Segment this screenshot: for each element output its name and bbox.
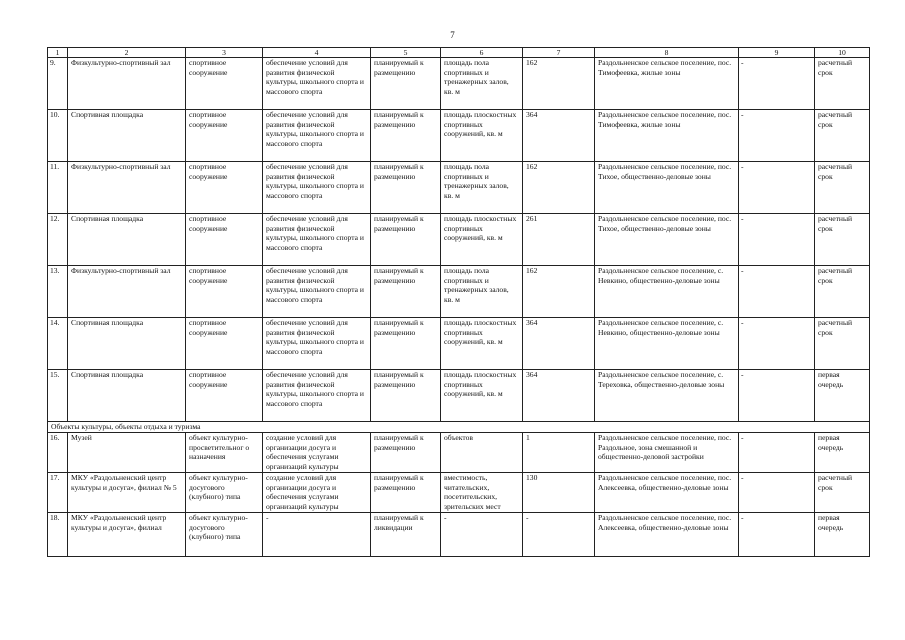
- table-header-row: [48, 48, 870, 58]
- object-location: Раздольненское сельское поселение, с. Невкино, общественно-деловые зоны: [595, 318, 739, 370]
- implementation-term: расчетный срок: [815, 214, 870, 266]
- object-name: Физкультурно-спортивный зал: [68, 162, 186, 214]
- object-type: объект культурно-просветительног о назначения: [186, 433, 263, 473]
- table-row: [48, 318, 870, 370]
- characteristic: вместимость, читательских, посетительских, зрительских мест: [441, 473, 523, 513]
- row-number: 14.: [48, 318, 68, 370]
- implementation-term: расчетный срок: [815, 110, 870, 162]
- table-row: [48, 162, 870, 214]
- object-name: МКУ «Раздольненский центр культуры и досуга», филиал: [68, 513, 186, 557]
- object-location: Раздольненское сельское поселение, пос. Алексеевка, общественно-деловые зоны: [595, 473, 739, 513]
- object-type: объект культурно-досугового (клубного) типа: [186, 513, 263, 557]
- table-row: [48, 513, 870, 557]
- implementation-term: первая очередь: [815, 370, 870, 422]
- object-status: планируемый к размещению: [371, 318, 441, 370]
- row-number: 11.: [48, 162, 68, 214]
- object-name: Спортивная площадка: [68, 370, 186, 422]
- implementation-term: первая очередь: [815, 513, 870, 557]
- table-row: [48, 214, 870, 266]
- object-name: Музей: [68, 433, 186, 473]
- characteristic-value: 1: [523, 433, 595, 473]
- row-number: 10.: [48, 110, 68, 162]
- row-number: 18.: [48, 513, 68, 557]
- characteristic-value: 364: [523, 110, 595, 162]
- object-name: Спортивная площадка: [68, 318, 186, 370]
- row-number: 17.: [48, 473, 68, 513]
- object-name: Спортивная площадка: [68, 214, 186, 266]
- object-location: Раздольненское сельское поселение, пос. Алексеевка, общественно-деловые зоны: [595, 513, 739, 557]
- table-body: [48, 48, 870, 557]
- header-cell: 10: [815, 48, 870, 58]
- header-cell: 2: [68, 48, 186, 58]
- column-9: -: [739, 110, 815, 162]
- characteristic: площадь плоскостных спортивных сооружений, кв. м: [441, 370, 523, 422]
- column-9: -: [739, 58, 815, 110]
- header-cell: 8: [595, 48, 739, 58]
- characteristic-value: 162: [523, 266, 595, 318]
- object-type: спортивное сооружение: [186, 266, 263, 318]
- object-status: планируемый к ликвидации: [371, 513, 441, 557]
- column-9: -: [739, 318, 815, 370]
- table-row: [48, 370, 870, 422]
- header-cell: 9: [739, 48, 815, 58]
- object-purpose: обеспечение условий для развития физической культуры, школьного спорта и массового спорта: [263, 214, 371, 266]
- object-name: Физкультурно-спортивный зал: [68, 266, 186, 318]
- characteristic-value: -: [523, 513, 595, 557]
- object-type: спортивное сооружение: [186, 370, 263, 422]
- table-row: [48, 58, 870, 110]
- object-status: планируемый к размещению: [371, 162, 441, 214]
- object-name: Физкультурно-спортивный зал: [68, 58, 186, 110]
- characteristic-value: 261: [523, 214, 595, 266]
- object-purpose: обеспечение условий для развития физической культуры, школьного спорта и массового спорта: [263, 266, 371, 318]
- header-cell: 1: [48, 48, 68, 58]
- object-type: спортивное сооружение: [186, 214, 263, 266]
- row-number: 16.: [48, 433, 68, 473]
- row-number: 13.: [48, 266, 68, 318]
- object-status: планируемый к размещению: [371, 370, 441, 422]
- implementation-term: расчетный срок: [815, 162, 870, 214]
- header-cell: 3: [186, 48, 263, 58]
- characteristic-value: 162: [523, 162, 595, 214]
- characteristic-value: 364: [523, 318, 595, 370]
- object-purpose: -: [263, 513, 371, 557]
- object-location: Раздольненское сельское поселение, пос. Тихое, общественно-деловые зоны: [595, 162, 739, 214]
- object-status: планируемый к размещению: [371, 266, 441, 318]
- characteristic-value: 364: [523, 370, 595, 422]
- object-purpose: создание условий для организации досуга и обеспечения услугами организаций культуры: [263, 473, 371, 513]
- object-status: планируемый к размещению: [371, 473, 441, 513]
- row-number: 9.: [48, 58, 68, 110]
- object-status: планируемый к размещению: [371, 58, 441, 110]
- row-number: 12.: [48, 214, 68, 266]
- characteristic: площадь пола спортивных и тренажерных залов, кв. м: [441, 58, 523, 110]
- section-row: [48, 422, 870, 433]
- page-number: 7: [450, 30, 455, 40]
- column-9: -: [739, 513, 815, 557]
- characteristic: площадь пола спортивных и тренажерных залов, кв. м: [441, 266, 523, 318]
- table-row: [48, 473, 870, 513]
- characteristic: площадь плоскостных спортивных сооружений, кв. м: [441, 110, 523, 162]
- object-purpose: обеспечение условий для развития физической культуры, школьного спорта и массового спорта: [263, 162, 371, 214]
- column-9: -: [739, 473, 815, 513]
- characteristic-value: 162: [523, 58, 595, 110]
- implementation-term: первая очередь: [815, 433, 870, 473]
- object-type: спортивное сооружение: [186, 58, 263, 110]
- header-cell: 7: [523, 48, 595, 58]
- object-purpose: обеспечение условий для развития физической культуры, школьного спорта и массового спорта: [263, 110, 371, 162]
- characteristic: площадь пола спортивных и тренажерных залов, кв. м: [441, 162, 523, 214]
- object-location: Раздольненское сельское поселение, пос. Тихое, общественно-деловые зоны: [595, 214, 739, 266]
- object-name: Спортивная площадка: [68, 110, 186, 162]
- object-purpose: обеспечение условий для развития физической культуры, школьного спорта и массового спорта: [263, 318, 371, 370]
- object-type: спортивное сооружение: [186, 318, 263, 370]
- column-9: -: [739, 162, 815, 214]
- header-cell: 4: [263, 48, 371, 58]
- object-purpose: обеспечение условий для развития физической культуры, школьного спорта и массового спорта: [263, 370, 371, 422]
- characteristic-value: 130: [523, 473, 595, 513]
- object-status: планируемый к размещению: [371, 433, 441, 473]
- column-9: -: [739, 433, 815, 473]
- object-location: Раздольненское сельское поселение, с. Тереховка, общественно-деловые зоны: [595, 370, 739, 422]
- table-row: [48, 266, 870, 318]
- object-status: планируемый к размещению: [371, 214, 441, 266]
- column-9: -: [739, 266, 815, 318]
- column-9: -: [739, 214, 815, 266]
- header-cell: 5: [371, 48, 441, 58]
- column-9: -: [739, 370, 815, 422]
- object-type: спортивное сооружение: [186, 162, 263, 214]
- row-number: 15.: [48, 370, 68, 422]
- characteristic: -: [441, 513, 523, 557]
- object-type: спортивное сооружение: [186, 110, 263, 162]
- object-purpose: создание условий для организации досуга и обеспечения услугами организаций культуры: [263, 433, 371, 473]
- object-type: объект культурно-досугового (клубного) типа: [186, 473, 263, 513]
- table-row: [48, 433, 870, 473]
- object-location: Раздольненское сельское поселение, с. Невкино, общественно-деловые зоны: [595, 266, 739, 318]
- implementation-term: расчетный срок: [815, 473, 870, 513]
- object-status: планируемый к размещению: [371, 110, 441, 162]
- characteristic: площадь плоскостных спортивных сооружений, кв. м: [441, 214, 523, 266]
- objects-table: [47, 47, 870, 557]
- implementation-term: расчетный срок: [815, 318, 870, 370]
- object-purpose: обеспечение условий для развития физической культуры, школьного спорта и массового спорта: [263, 58, 371, 110]
- table-row: [48, 110, 870, 162]
- implementation-term: расчетный срок: [815, 266, 870, 318]
- object-name: МКУ «Раздольненский центр культуры и досуга», филиал № 5: [68, 473, 186, 513]
- characteristic: объектов: [441, 433, 523, 473]
- characteristic: площадь плоскостных спортивных сооружений, кв. м: [441, 318, 523, 370]
- object-location: Раздольненское сельское поселение, пос. Тимофеевка, жилые зоны: [595, 110, 739, 162]
- implementation-term: расчетный срок: [815, 58, 870, 110]
- section-title: Объекты культуры, объекты отдыха и туризма: [48, 422, 870, 433]
- object-location: Раздольненское сельское поселение, пос. Тимофеевка, жилые зоны: [595, 58, 739, 110]
- header-cell: 6: [441, 48, 523, 58]
- object-location: Раздольненское сельское поселение, пос. Раздольное, зона смешанной и общественно-деловой застройки: [595, 433, 739, 473]
